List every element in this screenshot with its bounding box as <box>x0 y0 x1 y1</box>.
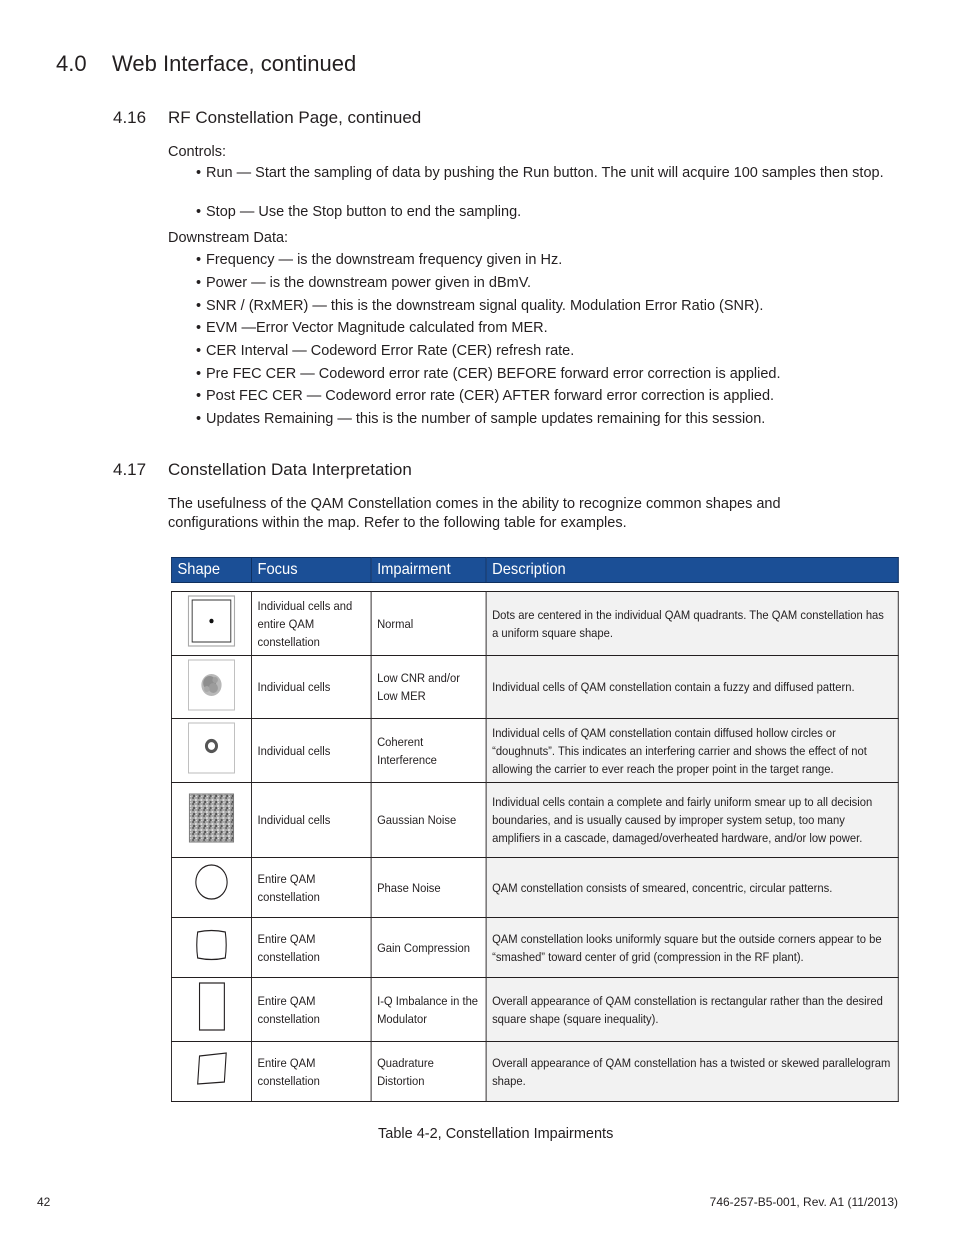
shape-cell <box>171 978 251 1042</box>
section-417-number: 4.17 <box>113 460 147 479</box>
description-cell: QAM constellation consists of smeared, concentric, circular patterns. <box>486 858 898 918</box>
fuzzy-cluster-icon <box>187 658 237 712</box>
impairment-cell: Coherent Interference <box>371 719 486 783</box>
description-cell: Dots are centered in the individual QAM quadrants. The QAM constellation has a uniform square shape. <box>486 592 898 656</box>
header-impairment: Impairment <box>371 558 486 583</box>
controls-bullet: • Run — Start the sampling of data by pushing the Run button. The unit will acquire 100 samples then stop. <box>196 165 884 181</box>
downstream-bullet: • Updates Remaining — this is the number of sample updates remaining for this session. <box>196 411 766 427</box>
document-number: 746-257-B5-001, Rev. A1 (11/2013) <box>709 1195 898 1209</box>
heading-number: 4.0 <box>56 51 87 76</box>
page-heading <box>56 51 356 77</box>
section-416-number: 4.16 <box>113 108 147 127</box>
table-row <box>171 592 898 656</box>
shape-cell <box>171 592 251 656</box>
focus-cell: Individual cells <box>252 656 372 719</box>
circle-icon <box>187 858 237 912</box>
focus-cell: Entire QAM constellation <box>252 858 372 918</box>
focus-cell: Individual cells and entire QAM constellation <box>252 592 372 656</box>
header-description: Description <box>486 558 898 583</box>
focus-cell: Entire QAM constellation <box>252 978 372 1042</box>
impairment-cell: Gain Compression <box>371 918 486 978</box>
table-caption: Table 4-2, Constellation Impairments <box>378 1126 614 1142</box>
table-row <box>171 783 898 858</box>
focus-cell: Entire QAM constellation <box>252 1042 372 1102</box>
header-focus: Focus <box>252 558 372 583</box>
impairment-cell: Phase Noise <box>371 858 486 918</box>
impairment-cell: Quadrature Distortion <box>371 1042 486 1102</box>
focus-cell: Individual cells <box>252 783 372 858</box>
table-row <box>171 858 898 918</box>
skewed-square-icon <box>187 1042 237 1096</box>
shape-cell <box>171 783 251 858</box>
section-417-title: Constellation Data Interpretation <box>168 460 412 479</box>
section-416-title: RF Constellation Page, continued <box>168 108 422 127</box>
focus-cell: Entire QAM constellation <box>252 918 372 978</box>
description-cell: Overall appearance of QAM constellation has a twisted or skewed parallelogram shape. <box>486 1042 898 1102</box>
constellation-impairments-table <box>171 557 899 1102</box>
section-416-heading <box>113 108 421 128</box>
normal-dot-icon <box>187 594 237 648</box>
heading-title: Web Interface, continued <box>112 51 357 76</box>
table-header-row <box>171 558 898 583</box>
downstream-bullet: • EVM —Error Vector Magnitude calculated from MER. <box>196 320 548 336</box>
description-cell: Overall appearance of QAM constellation is rectangular rather than the desired square shape (square inequality). <box>486 978 898 1042</box>
focus-cell: Individual cells <box>252 719 372 783</box>
section-417-intro: The usefulness of the QAM Constellation comes in the ability to recognize common shapes and configurations within the map. Refer to the following table for examples. <box>168 496 781 531</box>
controls-label: Controls: <box>168 144 227 160</box>
doughnut-icon <box>187 721 237 775</box>
downstream-bullet: • Pre FEC CER — Codeword error rate (CER) BEFORE forward error correction is applied. <box>196 366 781 382</box>
downstream-bullet: • Post FEC CER — Codeword error rate (CER) AFTER forward error correction is applied. <box>196 388 775 404</box>
table-row <box>171 719 898 783</box>
downstream-label: Downstream Data: <box>168 230 289 246</box>
noise-square-icon <box>187 791 237 845</box>
section-417-heading <box>113 460 412 480</box>
downstream-bullet: • SNR / (RxMER) — this is the downstream signal quality. Modulation Error Ratio (SNR). <box>196 298 764 314</box>
table-row <box>171 918 898 978</box>
shape-cell <box>171 918 251 978</box>
shape-cell <box>171 719 251 783</box>
downstream-bullet: • Power — is the downstream power given in dBmV. <box>196 275 532 291</box>
impairment-cell: I-Q Imbalance in the Modulator <box>371 978 486 1042</box>
downstream-bullet: • Frequency — is the downstream frequency given in Hz. <box>196 252 563 268</box>
shape-cell <box>171 1042 251 1102</box>
shape-cell <box>171 656 251 719</box>
tall-rectangle-icon <box>187 980 237 1034</box>
impairment-cell: Normal <box>371 592 486 656</box>
controls-bullet: • Stop — Use the Stop button to end the sampling. <box>196 204 522 220</box>
description-cell: Individual cells of QAM constellation contain diffused hollow circles or “doughnuts”. This indicates an interfering carrier and shows the effect of not allowing the carrier to ever reach the proper point in the target range. <box>486 719 898 783</box>
table-row <box>171 1042 898 1102</box>
table-row <box>171 978 898 1042</box>
description-cell: QAM constellation looks uniformly square but the outside corners appear to be “smashed” toward center of grid (compression in the RF plant). <box>486 918 898 978</box>
rounded-square-icon <box>187 918 237 972</box>
downstream-bullet: • CER Interval — Codeword Error Rate (CER) refresh rate. <box>196 343 575 359</box>
header-shape: Shape <box>171 558 251 583</box>
impairment-cell: Gaussian Noise <box>371 783 486 858</box>
shape-cell <box>171 858 251 918</box>
impairment-cell: Low CNR and/or Low MER <box>371 656 486 719</box>
description-cell: Individual cells of QAM constellation contain a fuzzy and diffused pattern. <box>486 656 898 719</box>
page-number: 42 <box>37 1195 51 1209</box>
table-row <box>171 656 898 719</box>
description-cell: Individual cells contain a complete and fairly uniform smear up to all decision boundaries, and is usually caused by improper system setup, too many amplifiers in a cascade, damaged/overheated hardware, and/or low power. <box>486 783 898 858</box>
